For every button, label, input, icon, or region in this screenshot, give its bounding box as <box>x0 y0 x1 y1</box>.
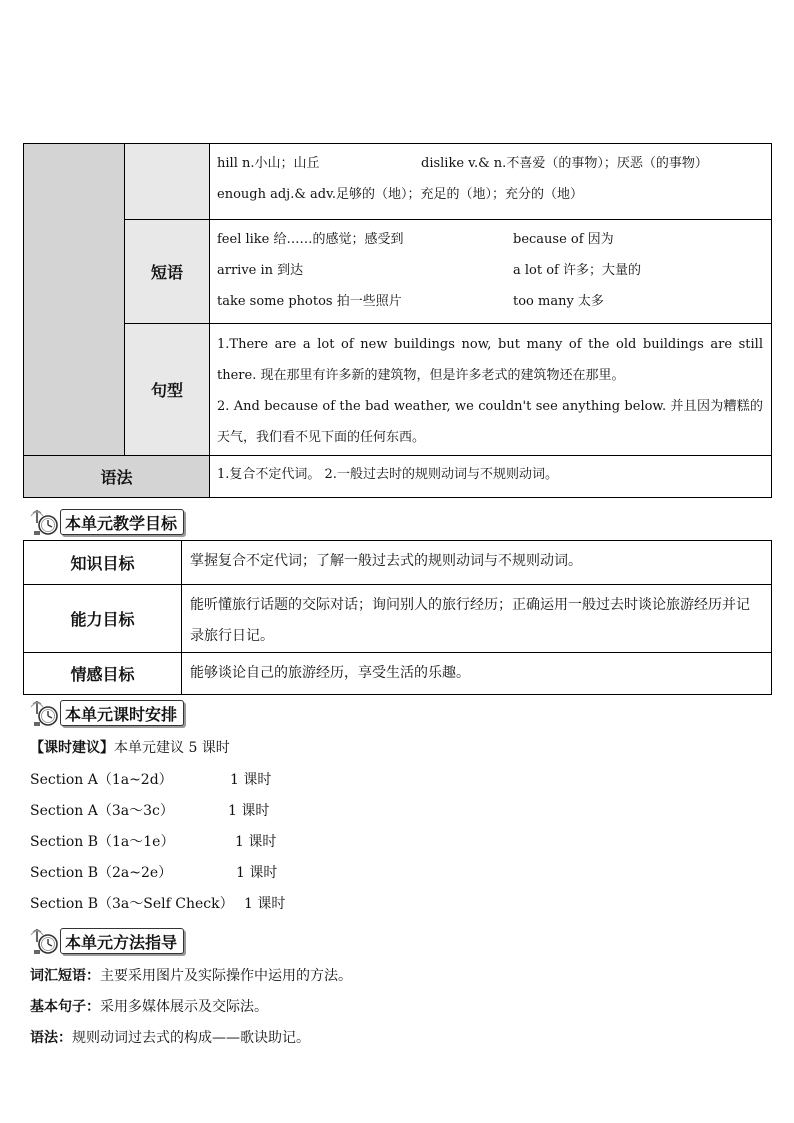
sentence-item: 1.There are a lot of new buildings now, but many of the old buildings are still there. 现在那里有许多新的建筑物，但是许多老式的建筑物还在那里。 <box>217 337 763 383</box>
method-text: 采用多媒体展示及交际法。 <box>100 999 268 1015</box>
words-cell <box>210 144 772 220</box>
method-row <box>30 962 352 993</box>
method-text: 主要采用图片及实际操作中运用的方法。 <box>100 968 352 984</box>
phrase-item: a lot of 许多；大量的 <box>513 263 641 278</box>
method-text: 规则动词过去式的构成——歌诀助记。 <box>72 1030 310 1046</box>
section-name: Section A（3a～3c） <box>30 803 174 819</box>
section-name: Section A（1a~2d） <box>30 772 173 788</box>
schedule-row <box>30 797 285 828</box>
phrase-item: arrive in 到达 <box>217 263 304 278</box>
schedule-title: 本单元课时安排 <box>60 700 184 726</box>
grammar-label: 语法 <box>24 456 210 498</box>
objectives-title: 本单元教学目标 <box>60 509 184 535</box>
grammar-cell <box>210 456 772 498</box>
phrase-item: feel like 给……的感觉；感受到 <box>217 232 404 247</box>
objectives-header <box>30 509 184 535</box>
method-label: 语法： <box>30 1030 72 1046</box>
word-item: hill n.小山；山丘 <box>217 156 320 171</box>
vocab-table <box>23 143 772 498</box>
objective-label: 能力目标 <box>24 585 182 653</box>
method-label: 基本句子： <box>30 999 100 1015</box>
phrases-label: 短语 <box>125 220 210 324</box>
method-row <box>30 1024 352 1055</box>
schedule-row <box>30 890 285 921</box>
section-name: Section B（3a～Self Check） <box>30 896 234 912</box>
clock-signal-icon <box>30 927 62 955</box>
method-label: 词汇短语： <box>30 968 100 984</box>
methods-list <box>30 962 352 1055</box>
objectives-table <box>23 540 772 695</box>
schedule-tip <box>30 737 230 757</box>
schedule-row <box>30 859 285 890</box>
phrase-item: too many 太多 <box>513 294 604 309</box>
objective-label: 情感目标 <box>24 653 182 695</box>
section-hours: 1 课时 <box>244 896 286 912</box>
tip-label: 【课时建议】 <box>30 740 114 756</box>
sentence-item: 2. And because of the bad weather, we couldn't see anything below. 并且因为糟糕的天气，我们看不见下面的任何东西。 <box>217 399 763 445</box>
phrase-item: because of 因为 <box>513 232 614 247</box>
methods-title: 本单元方法指导 <box>60 928 184 954</box>
section-hours: 1 课时 <box>236 865 278 881</box>
grammar-text: 1.复合不定代词。 2.一般过去时的规则动词与不规则动词。 <box>217 467 558 482</box>
section-name: Section B（2a~2e） <box>30 865 173 881</box>
sentences-cell <box>210 324 772 456</box>
schedule-row <box>30 828 285 859</box>
objective-text: 能够谈论自己的旅游经历，享受生活的乐趣。 <box>182 653 772 695</box>
objective-text: 能听懂旅行话题的交际对话；询问别人的旅行经历；正确运用一般过去时谈论旅游经历并记录旅行日记。 <box>182 585 772 653</box>
section-name: Section B（1a～1e） <box>30 834 175 850</box>
word-item: dislike v.& n.不喜爱（的事物）；厌恶（的事物） <box>421 156 708 171</box>
section-hours: 1 课时 <box>235 834 277 850</box>
objective-text: 掌握复合不定代词；了解一般过去式的规则动词与不规则动词。 <box>182 541 772 585</box>
objective-label: 知识目标 <box>24 541 182 585</box>
phrase-item: take some photos 拍一些照片 <box>217 294 402 309</box>
word-item: enough adj.& adv.足够的（地）；充足的（地）；充分的（地） <box>217 187 584 202</box>
phrases-cell <box>210 220 772 324</box>
sentences-label: 句型 <box>125 324 210 456</box>
schedule-list <box>30 766 285 921</box>
schedule-header <box>30 700 184 726</box>
vocab-side-cell <box>24 144 125 456</box>
section-hours: 1 课时 <box>230 772 272 788</box>
words-label <box>125 144 210 220</box>
schedule-row <box>30 766 285 797</box>
clock-signal-icon <box>30 699 62 727</box>
tip-text: 本单元建议 5 课时 <box>114 740 230 756</box>
section-hours: 1 课时 <box>228 803 270 819</box>
method-row <box>30 993 352 1024</box>
clock-signal-icon <box>30 508 62 536</box>
methods-header <box>30 928 184 954</box>
